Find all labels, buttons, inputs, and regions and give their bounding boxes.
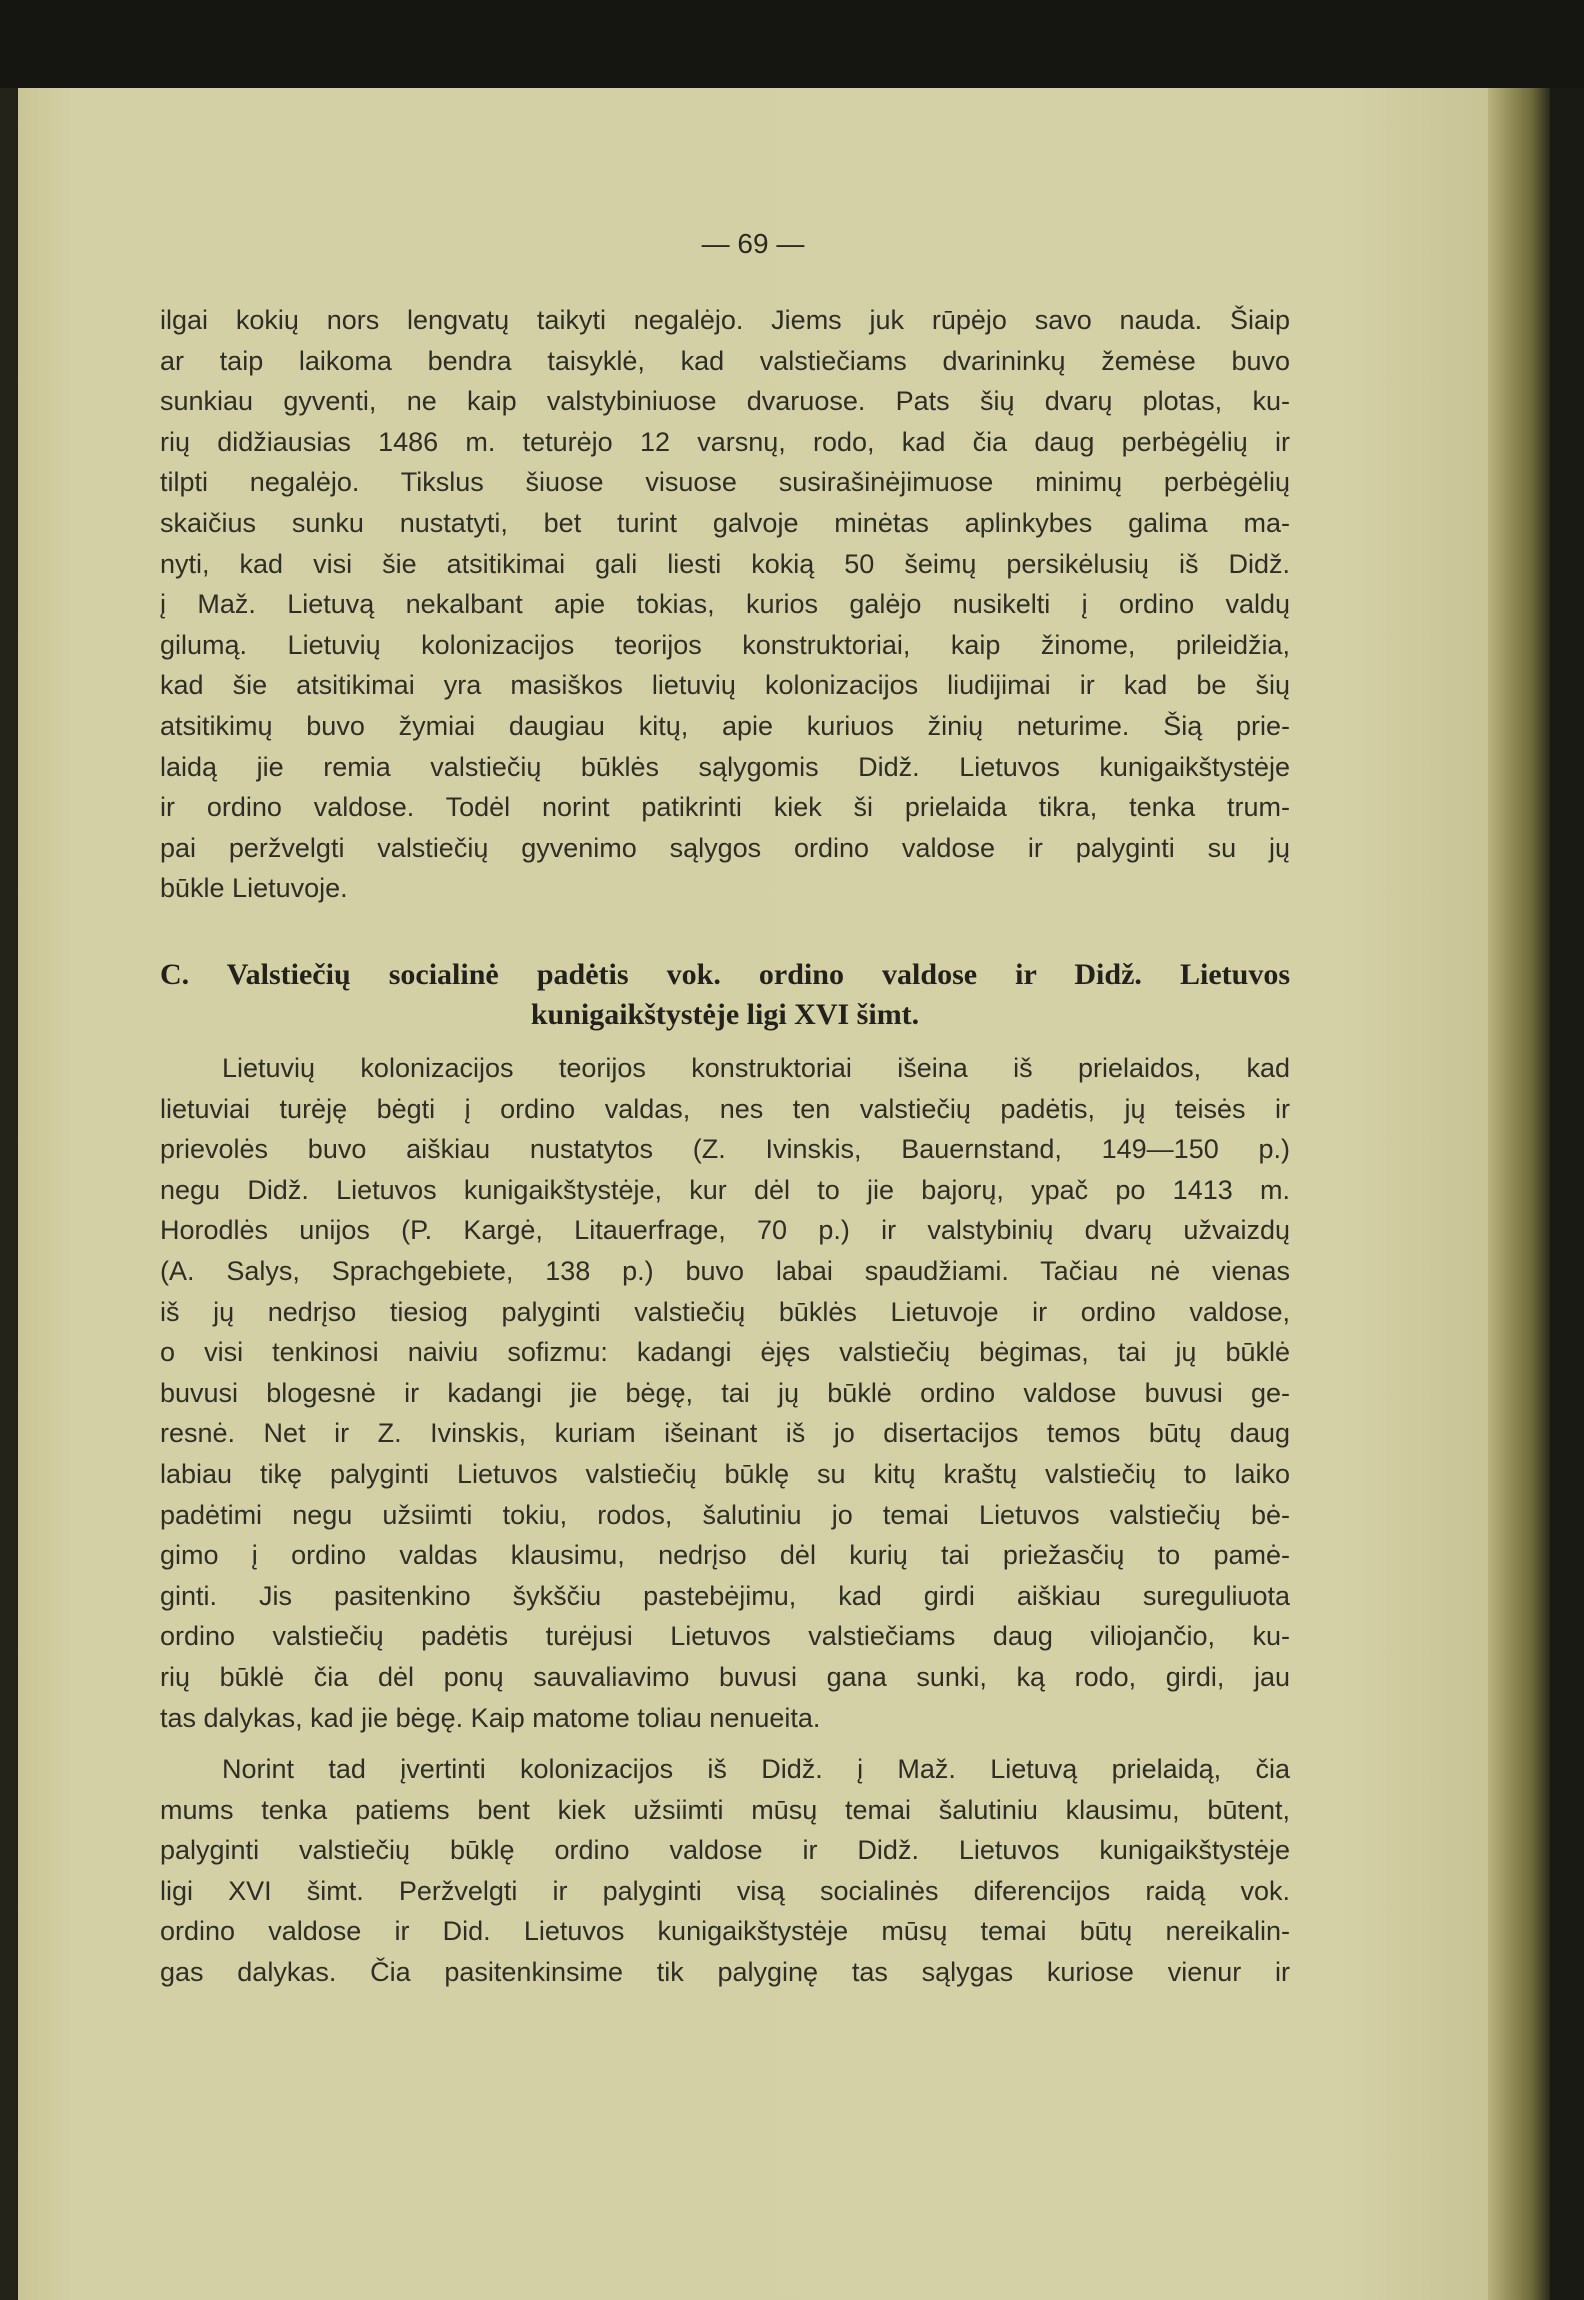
text-line: Lietuvių kolonizacijos teorijos konstruktoriai išeina iš prielaidos, kad xyxy=(222,1053,1290,1083)
section-heading xyxy=(160,955,1290,1035)
text-line: skaičius sunku nustatyti, bet turint galvoje minėtas aplinkybes galima ma- xyxy=(160,507,1290,538)
text-line: kad šie atsitikimai yra masiškos lietuvių kolonizacijos liudijimai ir kad be šių xyxy=(160,670,1290,701)
text-line: lietuviai turėję bėgti į ordino valdas, nes ten valstiečių padėtis, jų teisės ir xyxy=(160,1093,1290,1124)
text-line: ordino valstiečių padėtis turėjusi Lietuvos valstiečiams daug viliojančio, ku- xyxy=(160,1621,1290,1652)
text-line: Horodlės unijos (P. Kargė, Litauerfrage, 70 p.) ir valstybinių dvarų užvaizdų xyxy=(160,1215,1290,1246)
text-line: gas dalykas. Čia pasitenkinsime tik palyginę tas sąlygas kuriose vienur ir xyxy=(160,1956,1290,1987)
text-line: laidą jie remia valstiečių būklės sąlygomis Didž. Lietuvos kunigaikštystėje xyxy=(160,751,1290,782)
text-line: ginti. Jis pasitenkino šykščiu pastebėjimu, kad girdi aiškiau sureguliuota xyxy=(160,1580,1290,1611)
text-line: ilgai kokių nors lengvatų taikyti negalėjo. Jiems juk rūpėjo savo nauda. Šiaip xyxy=(160,305,1290,335)
text-line: mums tenka patiems bent kiek užsiimti mūsų temai šalutiniu klausimu, būtent, xyxy=(160,1794,1290,1825)
paragraph-2 xyxy=(160,1048,1290,1738)
book-page-edge xyxy=(1488,80,1550,2300)
scan-left-border xyxy=(0,0,18,2300)
text-line: ligi XVI šimt. Peržvelgti ir palyginti visą socialinės diferencijos raidą vok. xyxy=(160,1875,1290,1906)
text-line: rių didžiausias 1486 m. teturėjo 12 varsnų, rodo, kad čia daug perbėgėlių ir xyxy=(160,426,1290,457)
scan-top-border xyxy=(0,0,1584,88)
text-line: rių būklė čia dėl ponų sauvaliavimo buvusi gana sunki, ką rodo, girdi, jau xyxy=(160,1661,1290,1692)
section-heading-line-1: C. Valstiečių socialinė padėtis vok. ordino valdose ir Didž. Lietuvos xyxy=(160,958,1290,991)
text-line: pai peržvelgti valstiečių gyvenimo sąlygos ordino valdose ir palyginti su jų xyxy=(160,832,1290,863)
paragraph-1 xyxy=(160,300,1290,909)
text-line: gimo į ordino valdas klausimu, nedrįso dėl kurių tai priežasčių to pamė- xyxy=(160,1540,1290,1571)
text-line: atsitikimų buvo žymiai daugiau kitų, apie kuriuos žinių neturime. Šią prie- xyxy=(160,710,1290,741)
text-line: sunkiau gyventi, ne kaip valstybiniuose dvaruose. Pats šių dvarų plotas, ku- xyxy=(160,386,1290,417)
text-line: resnė. Net ir Z. Ivinskis, kuriam išeinant iš jo disertacijos temos būtų daug xyxy=(160,1418,1290,1449)
text-line: (A. Salys, Sprachgebiete, 138 p.) buvo labai spaudžiami. Tačiau nė vienas xyxy=(160,1255,1290,1286)
text-line: tas dalykas, kad jie bėgę. Kaip matome toliau nenueita. xyxy=(160,1702,821,1733)
text-line: būkle Lietuvoje. xyxy=(160,873,348,904)
text-line: negu Didž. Lietuvos kunigaikštystėje, kur dėl to jie bajorų, ypač po 1413 m. xyxy=(160,1174,1290,1205)
page-number: — 69 — xyxy=(701,228,805,259)
text-line: prievolės buvo aiškiau nustatytos (Z. Ivinskis, Bauernstand, 149—150 p.) xyxy=(160,1134,1290,1165)
text-line: o visi tenkinosi naiviu sofizmu: kadangi ėjęs valstiečių bėgimas, tai jų būklė xyxy=(160,1337,1290,1368)
text-line: ir ordino valdose. Todėl norint patikrinti kiek ši prielaida tikra, tenka trum- xyxy=(160,792,1290,823)
paragraph-3 xyxy=(160,1749,1290,1993)
text-line: ordino valdose ir Did. Lietuvos kunigaikštystėje mūsų temai būtų nereikalin- xyxy=(160,1916,1290,1947)
text-line: į Maž. Lietuvą nekalbant apie tokias, kurios galėjo nusikelti į ordino valdų xyxy=(160,589,1290,620)
text-line: buvusi blogesnė ir kadangi jie bėgę, tai jų būklė ordino valdose buvusi ge- xyxy=(160,1377,1290,1408)
text-line: labiau tikę palyginti Lietuvos valstiečių būklę su kitų kraštų valstiečių to laiko xyxy=(160,1458,1290,1489)
text-line: gilumą. Lietuvių kolonizacijos teorijos konstruktoriai, kaip žinome, prileidžia, xyxy=(160,629,1290,660)
text-line: iš jų nedrįso tiesiog palyginti valstiečių būklės Lietuvoje ir ordino valdose, xyxy=(160,1296,1290,1327)
section-heading-line-2: kunigaikštystėje ligi XVI šimt. xyxy=(530,998,920,1031)
text-line: Norint tad įvertinti kolonizacijos iš Didž. į Maž. Lietuvą prielaidą, čia xyxy=(222,1754,1290,1784)
text-line: tilpti negalėjo. Tikslus šiuose visuose susirašinėjimuose minimų perbėgėlių xyxy=(160,467,1290,498)
text-line: padėtimi negu užsiimti tokiu, rodos, šalutiniu jo temai Lietuvos valstiečių bė- xyxy=(160,1499,1290,1530)
text-line: ar taip laikoma bendra taisyklė, kad valstiečiams dvarininkų žemėse buvo xyxy=(160,345,1290,376)
text-line: palyginti valstiečių būklę ordino valdose ir Didž. Lietuvos kunigaikštystėje xyxy=(160,1835,1290,1866)
text-line: nyti, kad visi šie atsitikimai gali liesti kokią 50 šeimų persikėlusių iš Didž. xyxy=(160,548,1290,579)
